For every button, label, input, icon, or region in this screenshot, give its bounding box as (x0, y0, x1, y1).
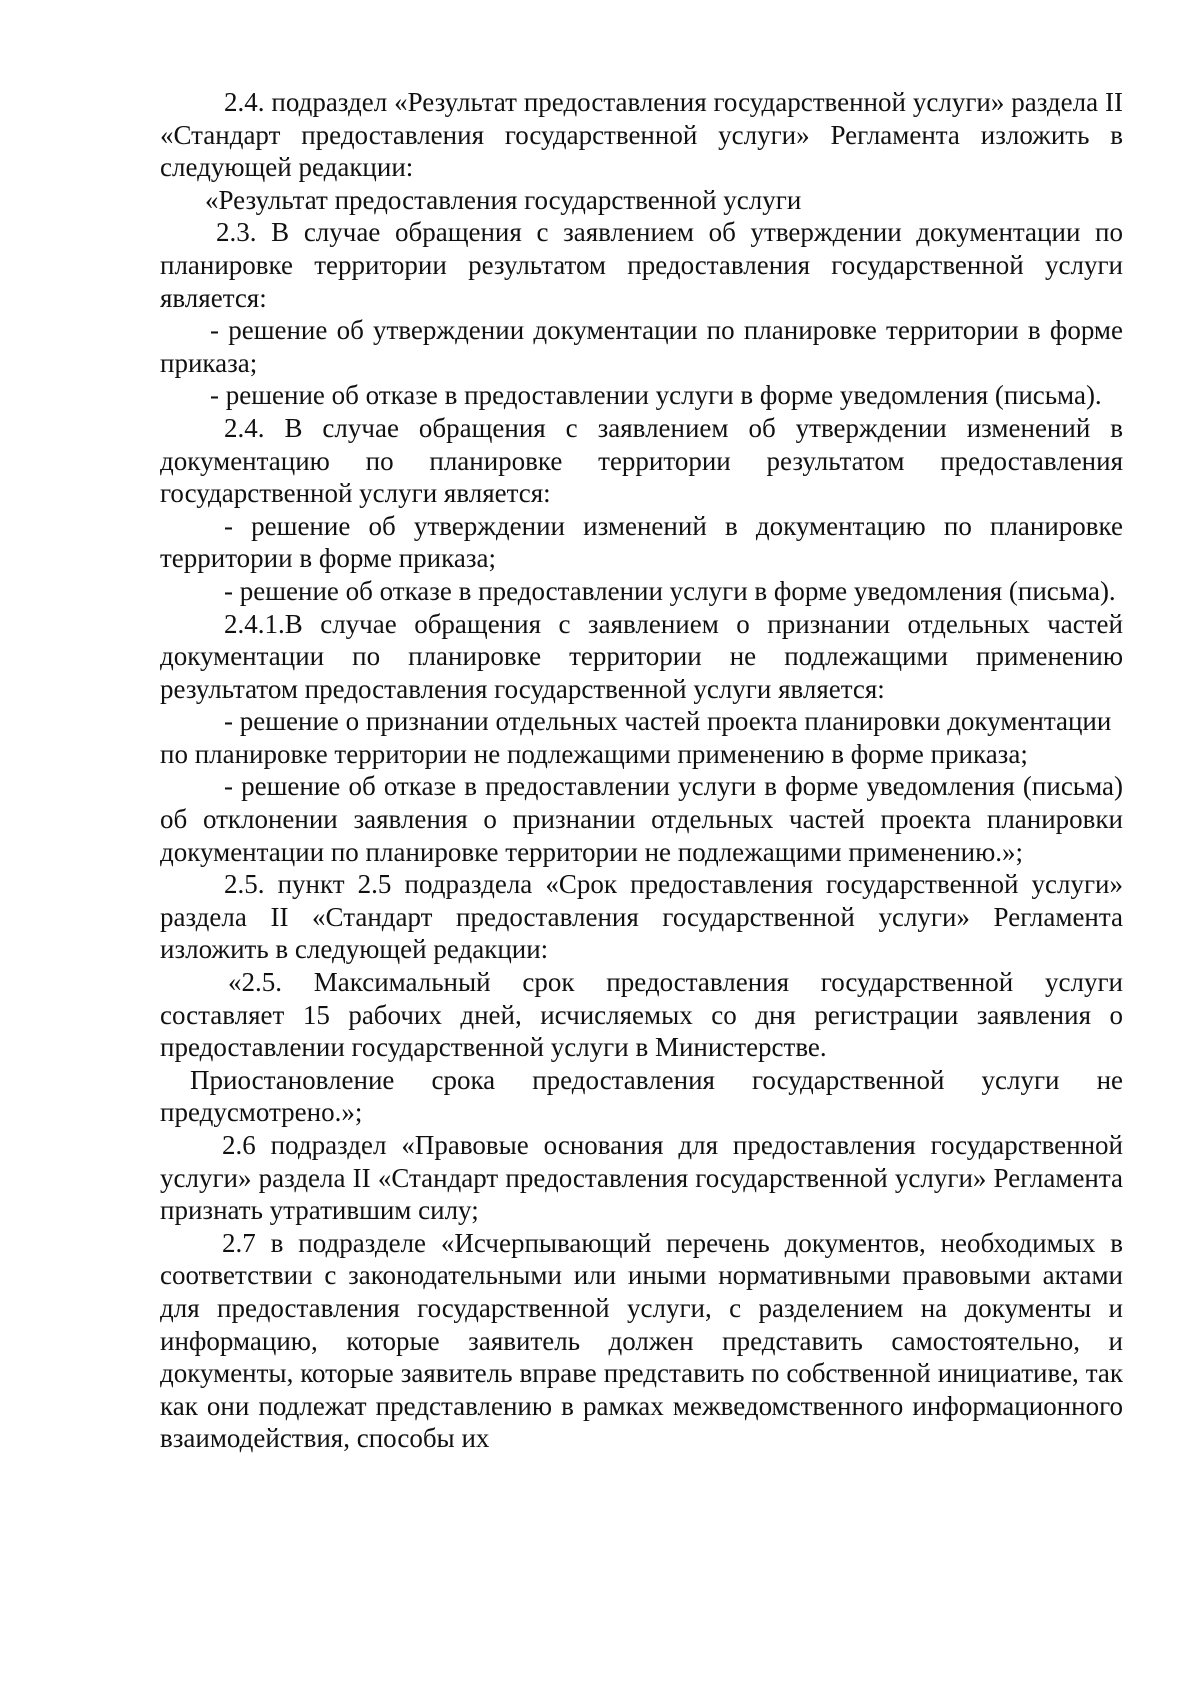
paragraph-2-4-result-subsection: 2.4. подраздел «Результат предоставления государственной услуги» раздела II «Стандарт предоставления государственной услуги» Регламента изложить в следующей редакции: (160, 87, 1123, 183)
list-item-recognition-decision: - решение о признании отдельных частей проекта планировки документации (224, 706, 1112, 737)
paragraph-result-heading: «Результат предоставления государственной услуги (205, 184, 802, 215)
paragraph-2-5-max-term: «2.5. Максимальный срок предоставления государственной услуги составляет 15 рабочих дней, исчисляемых со дня регистрации заявления о предоставлении государственной услуги в Министерстве. (160, 967, 1123, 1063)
list-item-amendment-decision: - решение об утверждении изменений в документацию по планировке территории в форме приказа; (160, 510, 1123, 574)
paragraph-2-4-1: 2.4.1.В случае обращения с заявлением о признании отдельных частей документации по планировке территории не подлежащими применению результатом предоставления государственной услуги является: (160, 608, 1123, 704)
paragraph-2-5-term-subsection: 2.5. пункт 2.5 подраздела «Срок предоставления государственной услуги» раздела II «Стандарт предоставления государственной услуги» Регламента изложить в следующей редакции: (160, 869, 1123, 965)
list-item-approval-decision: - решение об утверждении документации по планировке территории в форме приказа; (160, 315, 1123, 378)
list-item-recognition-continuation: по планировке территории не подлежащими применению в форме приказа; (160, 738, 1028, 769)
list-item-amendment-refusal: - решение об отказе в предоставлении услуги в форме уведомления (письма). (224, 575, 1116, 606)
document-page (160, 86, 1123, 1455)
paragraph-suspension: Приостановление срока предоставления государственной услуги не предусмотрено.»; (160, 1064, 1123, 1128)
list-item-refusal-decision: - решение об отказе в предоставлении услуги в форме уведомления (письма). (210, 380, 1102, 411)
paragraph-2-3: 2.3. В случае обращения с заявлением об утверждении документации по планировке территории результатом предоставления государственной услуги является: (160, 217, 1123, 313)
list-item-recognition-refusal: - решение об отказе в предоставлении услуги в форме уведомления (письма) об отклонении заявления о признании отдельных частей проекта планировки документации по планировке территории не подлежащими применению.»; (160, 771, 1123, 867)
paragraph-2-6: 2.6 подраздел «Правовые основания для предоставления государственной услуги» раздела II «Стандарт предоставления государственной услуги» Регламента признать утратившим силу; (160, 1130, 1123, 1226)
paragraph-2-4-amendments: 2.4. В случае обращения с заявлением об утверждении изменений в документацию по планировке территории результатом предоставления государственной услуги является: (160, 412, 1123, 509)
paragraph-2-7: 2.7 в подразделе «Исчерпывающий перечень документов, необходимых в соответствии с законодательными или иными нормативными правовыми актами для предоставления государственной услуги, с разделением на документы и информацию, которые заявитель должен представить самостоятельно, и документы, которые заявитель вправе представить по собственной инициативе, так как они подлежат представлению в рамках межведомственного информационного взаимодействия, способы их (160, 1227, 1123, 1454)
